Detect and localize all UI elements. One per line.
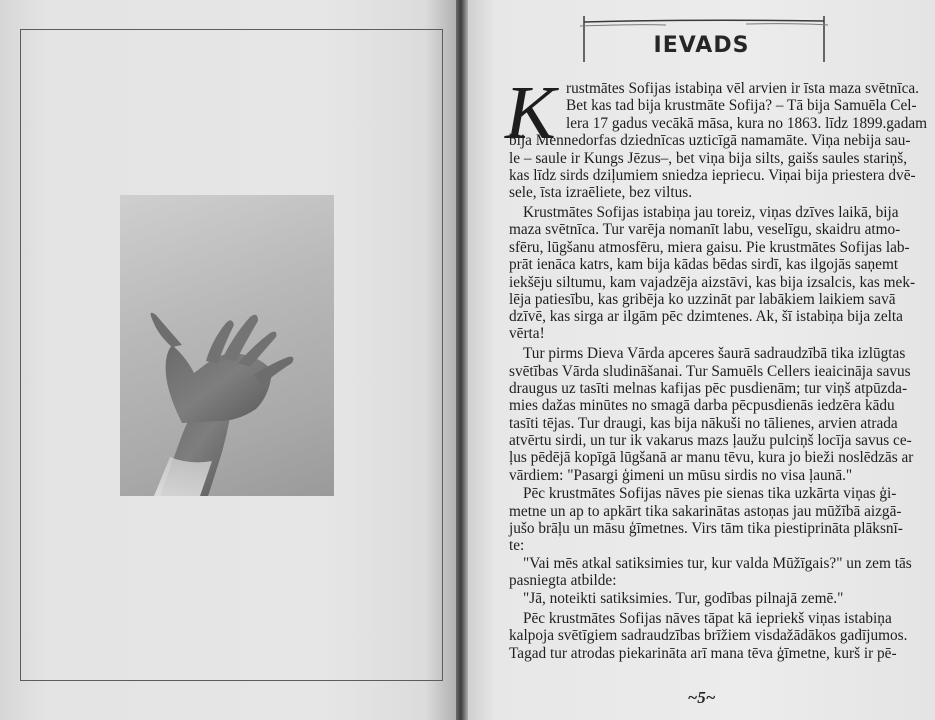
text-line: metne un ap to apkārt tika sakarinātas astoņas jau mūžībā aizgā- [509, 503, 902, 520]
hand-icon [120, 195, 334, 496]
text-line: svētības Vārda sludināšanai. Tur Samuēls Cellers ieaicināja savus [509, 363, 911, 380]
text-line: tasīti tējas. Tur draugi, kas bija nākuši no tālienes, arvien atrada [509, 415, 898, 432]
page-number: ~5~ [687, 688, 716, 707]
text-line: draugus uz tasīti melnas kafijas pēc pusdienām; tur viņš atpūzda- [509, 380, 908, 397]
text-line: lēja patiesību, kas gribēja ko uzzināt par labākiem laikiem savā [509, 291, 896, 308]
raised-hand-photo [120, 195, 334, 496]
text-line: Tagad tur atrodas piekarināta arī mana tēva ģīmetne, kurš ir pē- [509, 645, 897, 662]
text-line: Tur pirms Dieva Vārda apceres šaurā sadraudzībā tika izlūgtas [523, 345, 906, 362]
text-line: atvērtu sirdi, un tur ik vakarus mazs ļaužu pulciņš locīja savus ce- [509, 432, 912, 449]
text-line: rustmātes Sofijas istabiņa vēl arvien ir īsta maza svētnīca. [566, 80, 919, 97]
text-line: pasniegta atbilde: [509, 572, 617, 589]
text-line: ļus pēdējā kopīgā lūgšanā ar manu tēvu, kura jo bieži noslēdzās ar [509, 449, 914, 466]
text-line: te: [509, 537, 525, 554]
text-line: dzīvē, kas sirga ar ilgām pēc dzimtenes. Ak, šī istabiņa bija zelta [509, 308, 903, 325]
text-line: "Jā, noteikti satiksimies. Tur, godības pilnajā zemē." [523, 590, 844, 607]
text-line: vērta! [509, 325, 545, 342]
drop-cap: K [505, 71, 556, 155]
text-line: vārdiem: "Pasargi ģimeni un mūsu sirdis no visa ļaunā." [509, 467, 853, 484]
text-line: Pēc krustmātes Sofijas nāves tāpat kā iepriekš viņas istabiņa [523, 610, 892, 627]
text-line: Bet kas tad bija krustmāte Sofija? – Tā bija Samuēla Cel- [566, 97, 917, 114]
text-line: mies dažas minūtes no smagā darba pēcpusdienās iedzēra kādu [509, 397, 895, 414]
text-line: kas līdz sirds dziļumiem sniedza iepriecu. Viņai bija priestera dvē- [509, 167, 916, 184]
text-line: Pēc krustmātes Sofijas nāves pie sienas tika uzkārta viņas ģi- [523, 485, 897, 502]
text-line: le – saule ir Kungs Jēzus–, bet viņa bija silts, gaišs saules stariņš, [509, 150, 908, 167]
text-line: kalpoja svētīgiem sadraudzības brīžiem visdažādākos gadījumos. [509, 627, 908, 644]
text-line: sfēru, lūgšanu atmosfēru, miera gaisu. Pie krustmātes Sofijas lab- [509, 239, 910, 256]
text-line: sele, īsta izraēliete, bez viltus. [509, 184, 693, 201]
text-line: lera 17 gadus vecākā māsa, kura no 1863. līdz 1899.gadam [566, 115, 928, 132]
text-line: maza svētnīca. Tur varēja nomanīt labu, veselīgu, skaidru atmo- [509, 221, 901, 238]
text-line: "Vai mēs atkal satiksimies tur, kur valda Mūžīgais?" un zem tās [523, 555, 912, 572]
text-line: bija Mennedorfas dziednīcas uzticīgā namamāte. Viņa nebija sau- [509, 132, 911, 149]
text-line: prāt ienāca katrs, kam bija kādas bēdas sirdī, kas ilgojās saņemt [509, 256, 899, 273]
text-line: Krustmātes Sofijas istabiņa jau toreiz, viņas dzīves laikā, bija [523, 204, 899, 221]
right-page [468, 0, 935, 720]
text-line: jušo brāļu un māsu ģīmetnes. Virs tām tika piestiprināta plāksnī- [509, 520, 903, 537]
text-line: iekšēju siltumu, kam vajadzēja aizstāvi, kas bija izsalcis, kas mek- [509, 274, 916, 291]
chapter-title: IEVADS [653, 33, 750, 58]
left-page [0, 0, 462, 720]
